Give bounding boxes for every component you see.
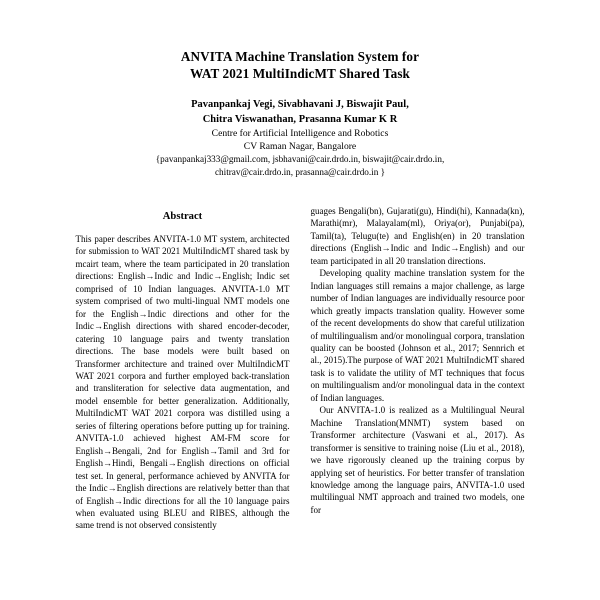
two-column-body xyxy=(0,205,600,532)
author-block xyxy=(0,98,600,179)
address-line: CV Raman Nagar, Bangalore xyxy=(243,141,357,153)
email-line-1: {pavanpankaj333@gmail.com, jsbhavani@cair.drdo.in, biswajit@cair.drdo.in, xyxy=(155,154,445,165)
paper-title-line-2: WAT 2021 MultiIndicMT Shared Task xyxy=(190,66,410,81)
title-block xyxy=(0,0,600,82)
author-line-2: Chitra Viswanathan, Prasanna Kumar K R xyxy=(202,113,398,125)
abstract-heading: Abstract xyxy=(162,211,203,222)
affiliation-line: Centre for Artificial Intelligence and Robotics xyxy=(211,128,389,139)
author-line-1: Pavanpankaj Vegi, Sivabhavani J, Biswajit Paul, xyxy=(191,99,409,110)
email-line-2: chitrav@cair.drdo.in, prasanna@cair.drdo.in } xyxy=(214,167,386,177)
intro-paragraph-continued: guages Bengali(bn), Gujarati(gu), Hindi(hi), Kannada(kn), Marathi(mr), Malayalam(ml), Oriya(or), Punjabi(pa), Tamil(ta), Telugu(te) and English(en) in 20 translation directions (English→Indic and Indic→English) and our team participated in all 20 translation directions. xyxy=(310,206,525,266)
right-column xyxy=(311,205,525,532)
intro-paragraph-2: Developing quality machine translation system for the Indian languages still remains a major challenge, as large number of Indian languages are individually resource poor which greatly impacts translation quality. However some of the recent developments do show that careful utilization of multilingualism and/or monolingual corpora, translation quality can be boosted (Johnson et al., 2017; Sennrich et al., 2015).The purpose of WAT 2021 MultiIndicMT shared task is to validate the utility of MT techniques that focus on multilingualism and/or monolingual data in the context of Indian languages. xyxy=(310,268,525,403)
page-title xyxy=(70,48,530,82)
left-column xyxy=(76,205,290,532)
intro-paragraph-3: Our ANVITA-1.0 is realized as a Multilingual Neural Machine Translation(MNMT) system based on Transformer architecture (Vaswani et al., 2017). As transformer is sensitive to training noise (Liu et al., 2018), we have rigorously cleaned up the training corpus by applying set of heuristics. For better transfer of translation knowledge among the language pairs, ANVITA-1.0 used multilingual NMT approach and trained two models, one for xyxy=(310,405,525,515)
abstract-paragraph: This paper describes ANVITA-1.0 MT system, architected for submission to WAT 2021 MultiIndicMT shared task by mcairt team, where the team participated in 20 translation directions: English→Indic and Indic→English; Indic set comprised of 10 Indian languages. ANVITA-1.0 MT system comprised of two multi-lingual NMT models one for the English→Indic directions and other for the Indic→English directions with shared encoder-decoder, catering 10 language pairs and twenty translation directions. The base models were built based on Transformer architecture and trained over MultiIndicMT WAT 2021 corpora and further employed back-translation and transliteration for selective data augmentation, and model ensemble for better generalization. Additionally, MultiIndicMT WAT 2021 corpora was distilled using a series of filtering operations before putting up for training. ANVITA-1.0 achieved highest AM-FM score for English→Bengali, 2nd for English→Tamil and 3rd for English→Hindi, Bengali→English directions on official test set. In general, performance achieved by ANVITA for the Indic→English directions are relatively better than that of English→Indic directions for all the 10 language pairs when evaluated using BLEU and RIBES, although the same trend is not observed consistently xyxy=(75,234,290,531)
paper-title-line-1: ANVITA Machine Translation System for xyxy=(180,49,420,64)
